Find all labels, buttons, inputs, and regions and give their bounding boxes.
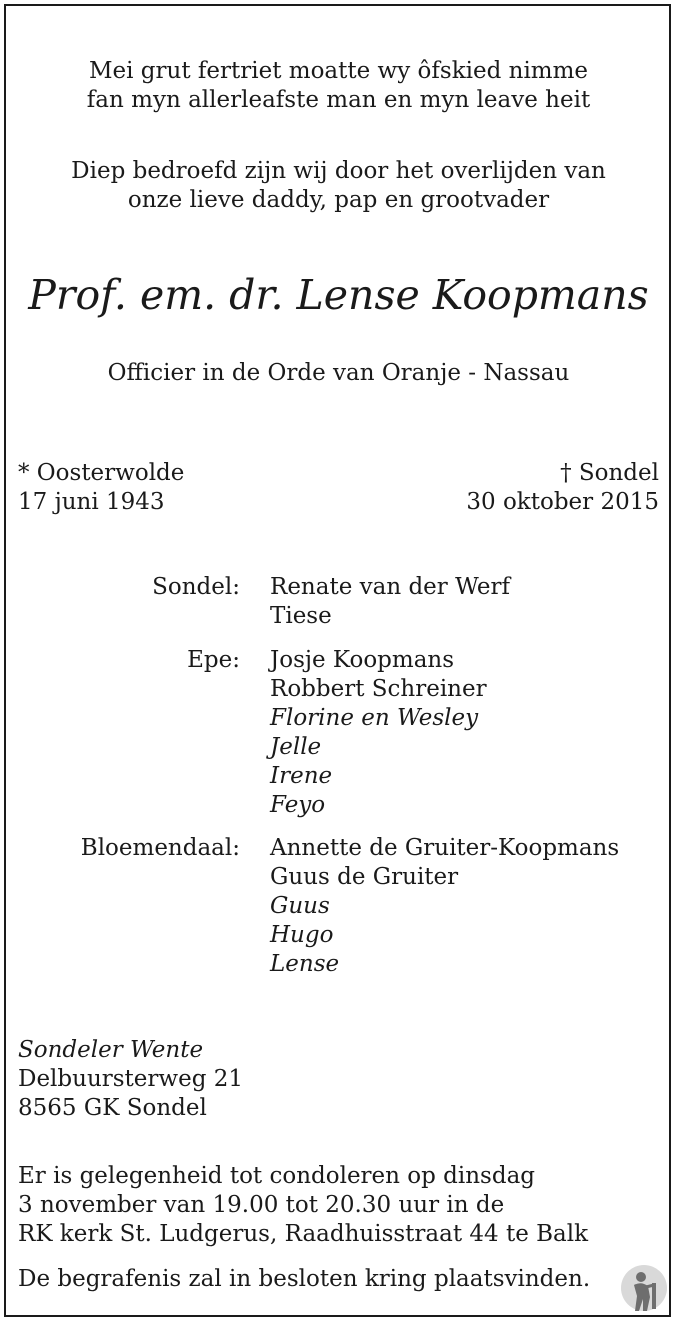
- birth-date: 17 juni 1943: [18, 489, 165, 515]
- condolence-line-2: 3 november van 19.00 tot 20.30 uur in de: [18, 1192, 505, 1218]
- birth-place: * Oosterwolde: [18, 460, 185, 486]
- heading-frisian-line-1: Mei grut fertriet moatte wy ôfskied nimme: [88, 58, 589, 84]
- relative-name: Josje Koopmans: [270, 647, 455, 673]
- condolence-line-3: RK kerk St. Ludgerus, Raadhuisstraat 44 te Balk: [18, 1221, 589, 1247]
- condolence-line-1: Er is gelegenheid tot condoleren op dinsdag: [18, 1163, 536, 1189]
- relative-name: Lense: [270, 951, 340, 977]
- honor-title: Officier in de Orde van Oranje - Nassau: [107, 360, 570, 386]
- relative-name: Annette de Gruiter-Koopmans: [270, 835, 620, 861]
- relative-name: Hugo: [270, 922, 334, 948]
- memorial-figure-icon: [620, 1263, 668, 1315]
- funeral-notice: De begrafenis zal in besloten kring plaatsvinden.: [18, 1266, 591, 1292]
- address-city: 8565 GK Sondel: [18, 1095, 207, 1121]
- heading-dutch-line-2: onze lieve daddy, pap en grootvader: [127, 187, 550, 213]
- relative-place: Sondel:: [152, 574, 240, 600]
- relative-name: Guus de Gruiter: [270, 864, 459, 890]
- relative-name: Guus: [270, 893, 330, 919]
- death-place: † Sondel: [560, 460, 659, 486]
- relative-place: Bloemendaal:: [80, 835, 240, 861]
- relative-name: Florine en Wesley: [270, 705, 479, 731]
- relative-name: Irene: [270, 763, 333, 789]
- relative-name: Feyo: [270, 792, 326, 818]
- address-house: Sondeler Wente: [18, 1037, 204, 1063]
- heading-frisian-line-2: fan myn allerleafste man en myn leave heit: [86, 87, 591, 113]
- relative-name: Tiese: [270, 603, 332, 629]
- relative-name: Jelle: [270, 734, 322, 760]
- relative-name: Robbert Schreiner: [270, 676, 487, 702]
- relative-name: Renate van der Werf: [270, 574, 510, 600]
- deceased-name: Prof. em. dr. Lense Koopmans: [28, 271, 649, 319]
- relative-place: Epe:: [187, 647, 240, 673]
- death-date: 30 oktober 2015: [466, 489, 659, 515]
- address-street: Delbuursterweg 21: [18, 1066, 244, 1092]
- heading-dutch-line-1: Diep bedroefd zijn wij door het overlijden van: [71, 158, 606, 184]
